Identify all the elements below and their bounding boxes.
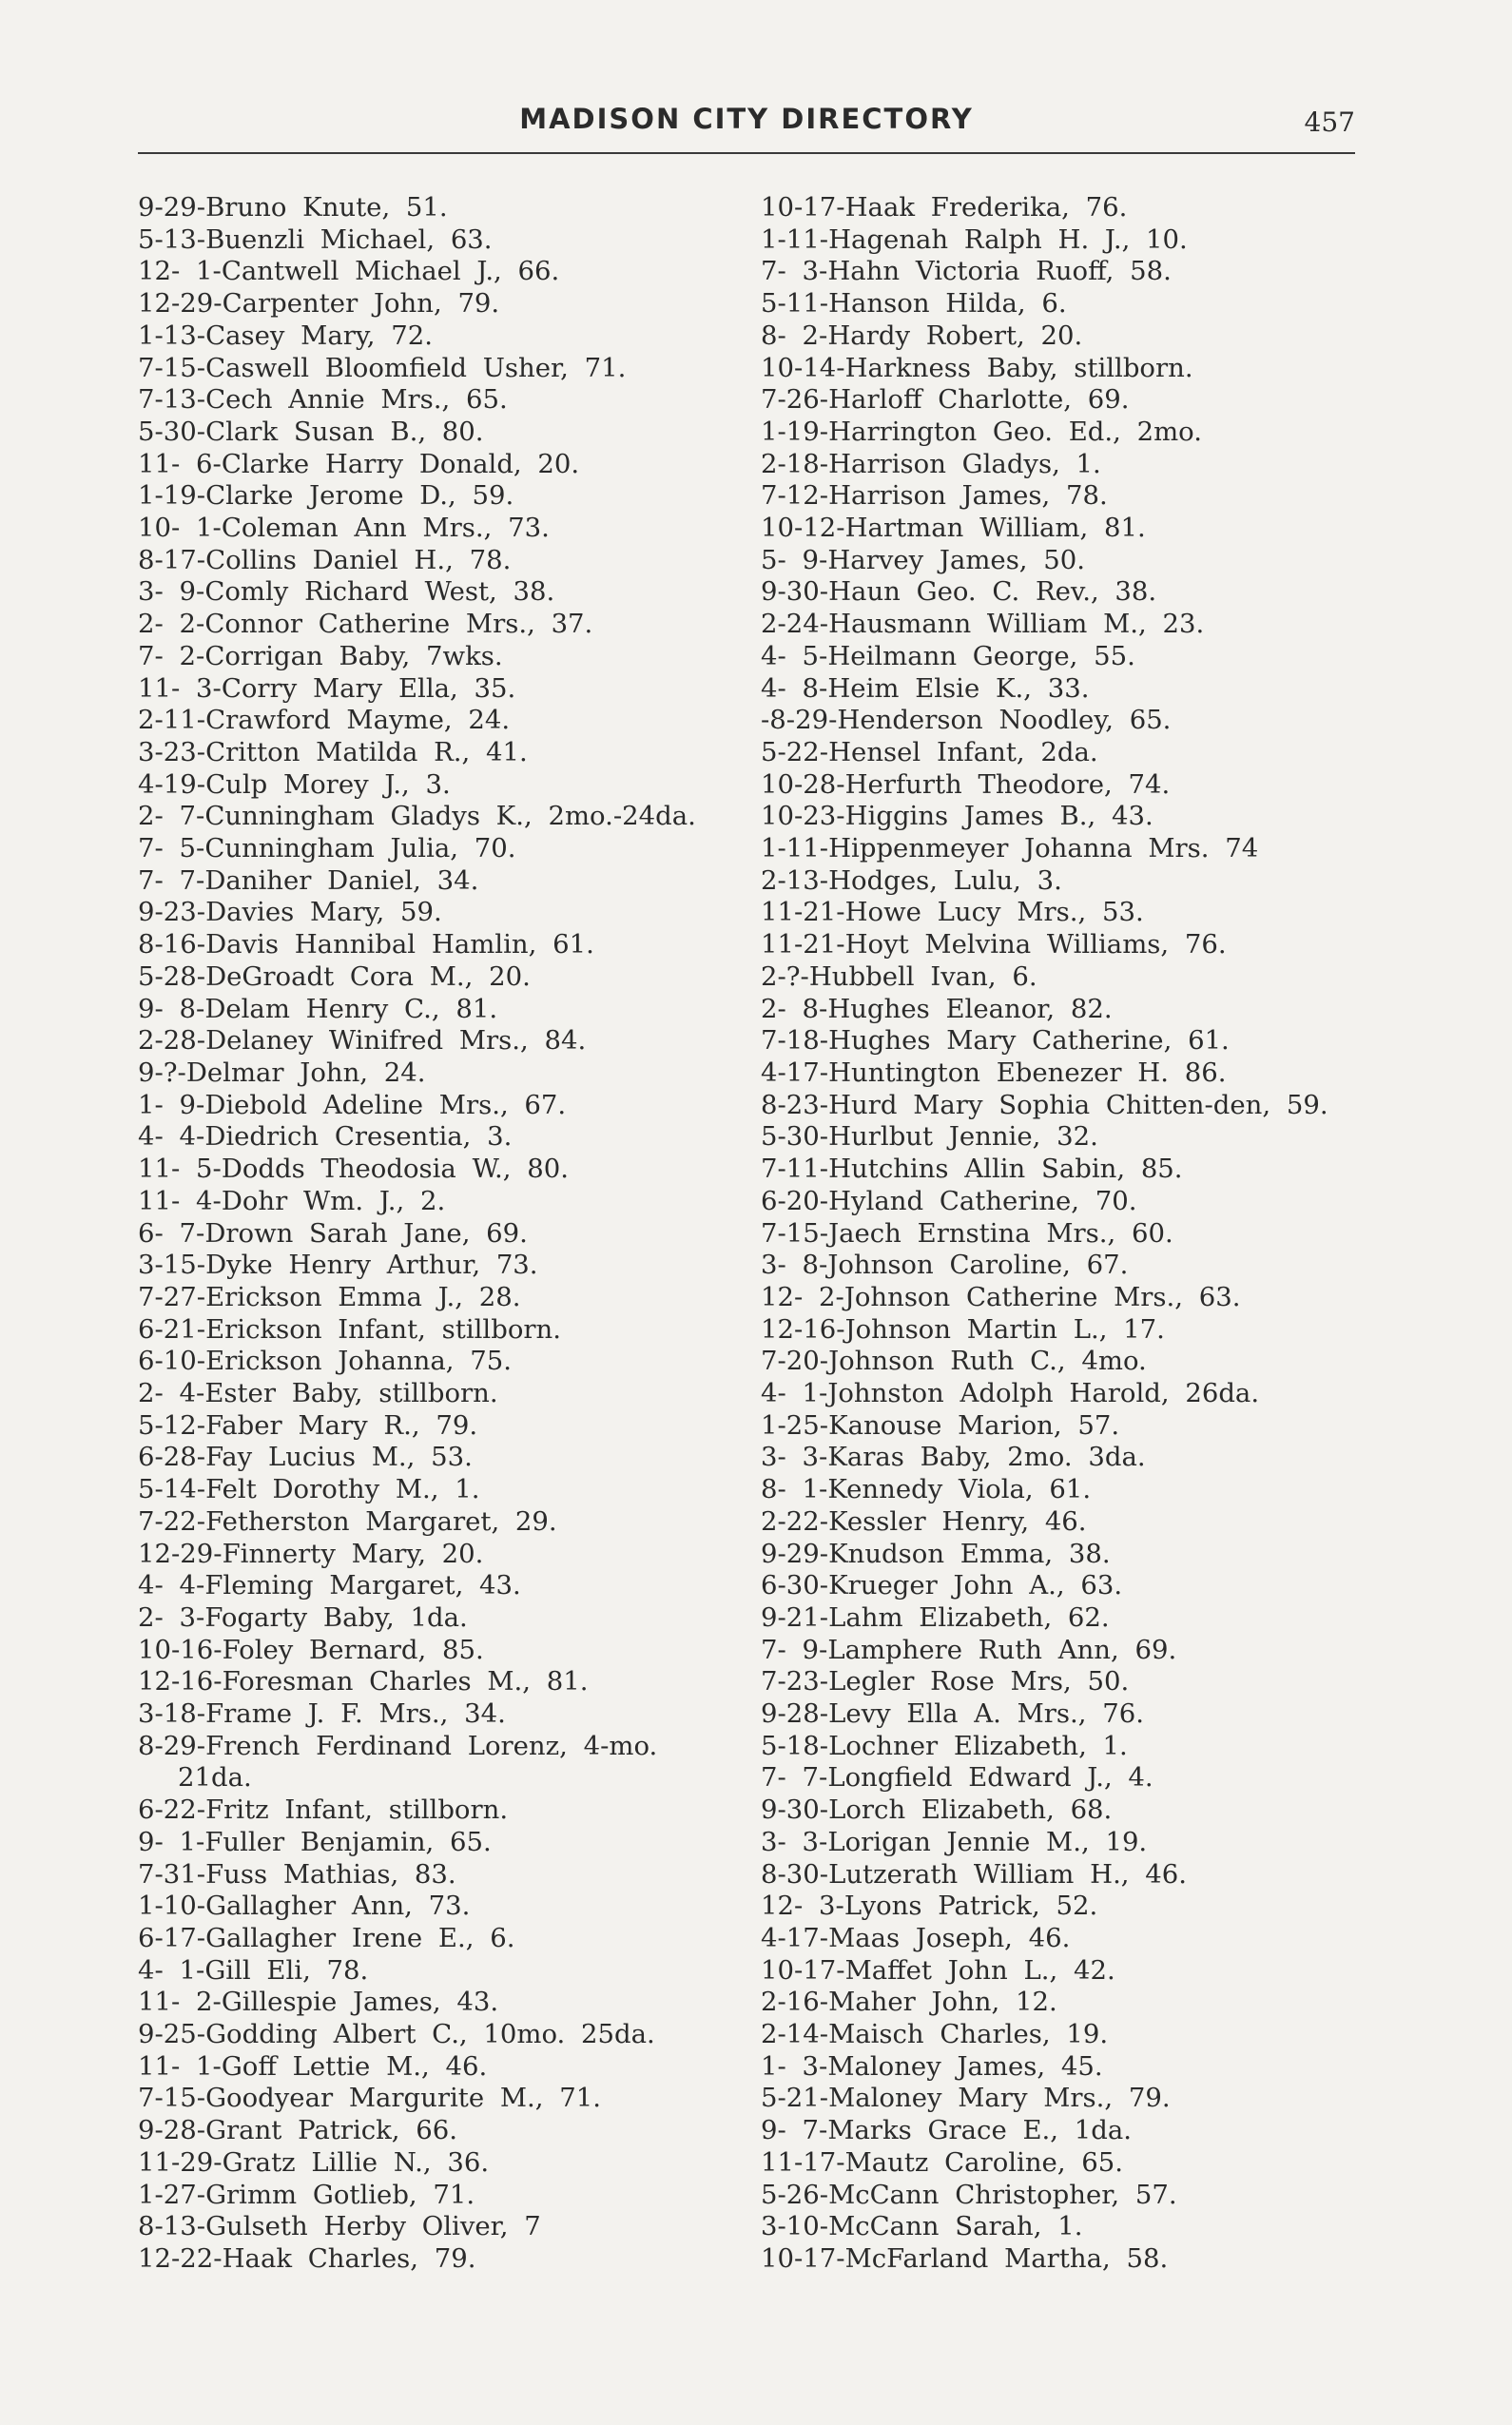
directory-entry: 3- 9-Comly Richard West, 38. [138, 576, 555, 608]
directory-entry: 9-30-Haun Geo. C. Rev., 38. [761, 576, 1157, 608]
directory-entry: 1-25-Kanouse Marion, 57. [761, 1409, 1120, 1441]
right-column [761, 192, 1369, 2276]
directory-entry: 7-15-Caswell Bloomfield Usher, 71. [138, 352, 627, 383]
directory-entry: 6- 7-Drown Sarah Jane, 69. [138, 1217, 528, 1249]
directory-entry: 6-10-Erickson Johanna, 75. [138, 1346, 512, 1377]
header-rule [138, 152, 1355, 154]
directory-entry: 10-17-Haak Frederika, 76. [761, 192, 1128, 223]
directory-entry: 12-29-Finnerty Mary, 20. [138, 1538, 484, 1569]
directory-entry: 7- 3-Hahn Victoria Ruoff, 58. [761, 256, 1172, 287]
directory-entry: 1-27-Grimm Gotlieb, 71. [138, 2179, 475, 2210]
directory-entry: -8-29-Henderson Noodley, 65. [761, 705, 1172, 736]
directory-entry: 1-10-Gallagher Ann, 73. [138, 1891, 471, 1922]
directory-entry: 8-17-Collins Daniel H., 78. [138, 544, 512, 575]
page-number: 457 [1304, 107, 1355, 138]
directory-entry: 8- 2-Hardy Robert, 20. [761, 320, 1083, 351]
directory-title: MADISON CITY DIRECTORY [519, 103, 974, 135]
directory-entry: 10-17-Maffet John L., 42. [761, 1954, 1115, 1986]
directory-entry: 10-28-Herfurth Theodore, 74. [761, 768, 1171, 800]
directory-entry: 3- 3-Karas Baby, 2mo. 3da. [761, 1442, 1146, 1473]
directory-entry: 9-23-Davies Mary, 59. [138, 897, 442, 928]
directory-entry: 3- 8-Johnson Caroline, 67. [761, 1250, 1129, 1281]
directory-entry: 4- 8-Heim Elsie K., 33. [761, 672, 1090, 704]
directory-entry: 8-30-Lutzerath William H., 46. [761, 1858, 1188, 1890]
directory-entry: 6-22-Fritz Infant, stillborn. [138, 1794, 509, 1826]
left-column [138, 192, 746, 2276]
directory-entry: 12- 3-Lyons Patrick, 52. [761, 1891, 1098, 1922]
directory-entry: 8- 1-Kennedy Viola, 61. [761, 1474, 1092, 1505]
directory-entry: 9- 1-Fuller Benjamin, 65. [138, 1826, 492, 1857]
directory-entry: 5-14-Felt Dorothy M., 1. [138, 1474, 480, 1505]
directory-entry: 2-11-Crawford Mayme, 24. [138, 705, 511, 736]
directory-entry: 4- 5-Heilmann George, 55. [761, 640, 1135, 671]
directory-entry: 9- 8-Delam Henry C., 81. [138, 993, 498, 1024]
directory-entry: 4- 4-Fleming Margaret, 43. [138, 1570, 521, 1601]
directory-entry: 2-13-Hodges, Lulu, 3. [761, 864, 1062, 896]
directory-entry: 4-19-Culp Morey J., 3. [138, 768, 451, 800]
directory-entry: 2-24-Hausmann William M., 23. [761, 609, 1205, 640]
directory-entry: 6-30-Krueger John A., 63. [761, 1570, 1123, 1601]
directory-entry: 4-17-Maas Joseph, 46. [761, 1922, 1071, 1953]
directory-entry: 7-12-Harrison James, 78. [761, 480, 1108, 512]
directory-entry: 8-16-Davis Hannibal Hamlin, 61. [138, 929, 594, 960]
directory-entry: 2-18-Harrison Gladys, 1. [761, 448, 1101, 479]
directory-entry: 5-30-Hurlbut Jennie, 32. [761, 1121, 1098, 1153]
directory-entry: 1- 9-Diebold Adeline Mrs., 67. [138, 1089, 567, 1120]
directory-entry: 4- 4-Diedrich Cresentia, 3. [138, 1121, 513, 1153]
directory-entry: 2-22-Kessler Henry, 46. [761, 1505, 1087, 1537]
directory-entry: 8-29-French Ferdinand Lorenz, 4-mo. 21da. [138, 1730, 658, 1794]
directory-entry: 7-31-Fuss Mathias, 83. [138, 1858, 456, 1890]
directory-entry: 1-11-Hagenah Ralph H. J., 10. [761, 223, 1188, 255]
directory-entry: 10-23-Higgins James B., 43. [761, 801, 1153, 832]
directory-entry: 5-28-DeGroadt Cora M., 20. [138, 960, 531, 992]
directory-entry: 7- 5-Cunningham Julia, 70. [138, 833, 516, 864]
directory-entry: 5-13-Buenzli Michael, 63. [138, 223, 493, 255]
directory-entry: 2- 2-Connor Catherine Mrs., 37. [138, 609, 593, 640]
directory-entry: 5-11-Hanson Hilda, 6. [761, 288, 1067, 320]
directory-entry: 8-23-Hurd Mary Sophia Chitten-den, 59. [761, 1089, 1328, 1120]
directory-entry: 9-21-Lahm Elizabeth, 62. [761, 1601, 1110, 1633]
directory-entry: 12- 2-Johnson Catherine Mrs., 63. [761, 1281, 1241, 1312]
directory-entry: 9-25-Godding Albert C., 10mo. 25da. [138, 2019, 655, 2050]
directory-entry: 4- 1-Gill Eli, 78. [138, 1954, 369, 1986]
directory-entry: 2-28-Delaney Winifred Mrs., 84. [138, 1025, 587, 1057]
directory-entry: 3-10-McCann Sarah, 1. [761, 2211, 1083, 2242]
directory-entry: 2-16-Maher John, 12. [761, 1987, 1057, 2018]
directory-entry: 5-12-Faber Mary R., 79. [138, 1409, 478, 1441]
directory-entry: 2- 7-Cunningham Gladys K., 2mo.-24da. [138, 801, 696, 832]
directory-entry: 3-23-Critton Matilda R., 41. [138, 736, 528, 767]
directory-entry: 2- 8-Hughes Eleanor, 82. [761, 993, 1113, 1024]
directory-entry: 6-17-Gallagher Irene E., 6. [138, 1922, 515, 1953]
directory-entry: 7-13-Cech Annie Mrs., 65. [138, 384, 508, 416]
directory-entry: 11- 3-Corry Mary Ella, 35. [138, 672, 516, 704]
directory-entry: 11-21-Howe Lucy Mrs., 53. [761, 897, 1144, 928]
directory-entry: 11- 5-Dodds Theodosia W., 80. [138, 1154, 569, 1185]
directory-entry: 3-15-Dyke Henry Arthur, 73. [138, 1250, 538, 1281]
directory-entry: 10-14-Harkness Baby, stillborn. [761, 352, 1193, 383]
directory-entry: 5-21-Maloney Mary Mrs., 79. [761, 2083, 1171, 2114]
directory-entry: 9-?-Delmar John, 24. [138, 1057, 426, 1088]
directory-entry: 7-15-Jaech Ernstina Mrs., 60. [761, 1217, 1173, 1249]
directory-entry: 11-21-Hoyt Melvina Williams, 76. [761, 929, 1227, 960]
directory-entry: 12-22-Haak Charles, 79. [138, 2243, 476, 2274]
directory-entry: 1-11-Hippenmeyer Johanna Mrs. 74 [761, 833, 1259, 864]
directory-entry: 6-20-Hyland Catherine, 70. [761, 1185, 1137, 1216]
directory-entry: 11- 6-Clarke Harry Donald, 20. [138, 448, 580, 479]
directory-entry: 7- 7-Longfield Edward J., 4. [761, 1762, 1153, 1794]
directory-entry: 1-19-Clarke Jerome D., 59. [138, 480, 514, 512]
directory-entry: 7-11-Hutchins Allin Sabin, 85. [761, 1154, 1183, 1185]
directory-entry: 9-28-Levy Ella A. Mrs., 76. [761, 1698, 1144, 1730]
directory-entry: 11- 4-Dohr Wm. J., 2. [138, 1185, 446, 1216]
directory-entry: 3-18-Frame J. F. Mrs., 34. [138, 1698, 506, 1730]
directory-entry: 2- 4-Ester Baby, stillborn. [138, 1378, 498, 1409]
directory-entry: 2-14-Maisch Charles, 19. [761, 2019, 1109, 2050]
directory-entry: 10-16-Foley Bernard, 85. [138, 1634, 484, 1665]
directory-entry: 5-26-McCann Christopher, 57. [761, 2179, 1177, 2210]
directory-entry: 12- 1-Cantwell Michael J., 66. [138, 256, 560, 287]
directory-entry: 11-29-Gratz Lillie N., 36. [138, 2146, 490, 2178]
directory-entry: 7- 9-Lamphere Ruth Ann, 69. [761, 1634, 1177, 1665]
directory-entry: 2- 3-Fogarty Baby, 1da. [138, 1601, 468, 1633]
directory-entry: 3- 3-Lorigan Jennie M., 19. [761, 1826, 1148, 1857]
directory-entry: 12-16-Johnson Martin L., 17. [761, 1313, 1165, 1345]
directory-entry: 11- 2-Gillespie James, 43. [138, 1987, 499, 2018]
directory-entry: 6-28-Fay Lucius M., 53. [138, 1442, 473, 1473]
directory-entry: 7-20-Johnson Ruth C., 4mo. [761, 1346, 1147, 1377]
directory-entry: 12-16-Foresman Charles M., 81. [138, 1666, 589, 1698]
directory-entry: 1- 3-Maloney James, 45. [761, 2050, 1103, 2082]
directory-entry: 7-26-Harloff Charlotte, 69. [761, 384, 1130, 416]
directory-entry: 9-29-Knudson Emma, 38. [761, 1538, 1111, 1569]
directory-entry: 7-22-Fetherston Margaret, 29. [138, 1505, 557, 1537]
directory-entry: 2-?-Hubbell Ivan, 6. [761, 960, 1037, 992]
directory-entry: 8-13-Gulseth Herby Oliver, 7 [138, 2211, 541, 2242]
directory-entry: 5-22-Hensel Infant, 2da. [761, 736, 1098, 767]
directory-entry: 11-17-Mautz Caroline, 65. [761, 2146, 1124, 2178]
directory-entry: 10-17-McFarland Martha, 58. [761, 2243, 1169, 2274]
directory-entry: 10-12-Hartman William, 81. [761, 513, 1146, 544]
directory-entry: 5- 9-Harvey James, 50. [761, 544, 1086, 575]
directory-entry: 4-17-Huntington Ebenezer H. 86. [761, 1057, 1227, 1088]
directory-entry: 5-30-Clark Susan B., 80. [138, 416, 484, 447]
directory-entry: 7-23-Legler Rose Mrs, 50. [761, 1666, 1130, 1698]
directory-entry: 7-27-Erickson Emma J., 28. [138, 1281, 521, 1312]
directory-entry: 9-29-Bruno Knute, 51. [138, 192, 448, 223]
directory-entry: 1-19-Harrington Geo. Ed., 2mo. [761, 416, 1202, 447]
directory-entry: 9-30-Lorch Elizabeth, 68. [761, 1794, 1113, 1826]
page-header [138, 99, 1355, 156]
directory-entry: 6-21-Erickson Infant, stillborn. [138, 1313, 561, 1345]
directory-entry: 11- 1-Goff Lettie M., 46. [138, 2050, 488, 2082]
directory-entry: 7- 7-Daniher Daniel, 34. [138, 864, 479, 896]
directory-entry: 7- 2-Corrigan Baby, 7wks. [138, 640, 503, 671]
directory-entry: 10- 1-Coleman Ann Mrs., 73. [138, 513, 550, 544]
directory-entry: 4- 1-Johnston Adolph Harold, 26da. [761, 1378, 1260, 1409]
directory-entry: 12-29-Carpenter John, 79. [138, 288, 500, 320]
directory-entry: 9- 7-Marks Grace E., 1da. [761, 2115, 1132, 2146]
directory-entry: 7-15-Goodyear Margurite M., 71. [138, 2083, 601, 2114]
directory-entry: 7-18-Hughes Mary Catherine, 61. [761, 1025, 1230, 1057]
directory-entry: 9-28-Grant Patrick, 66. [138, 2115, 458, 2146]
directory-entry: 5-18-Lochner Elizabeth, 1. [761, 1730, 1128, 1761]
directory-entry: 1-13-Casey Mary, 72. [138, 320, 433, 351]
